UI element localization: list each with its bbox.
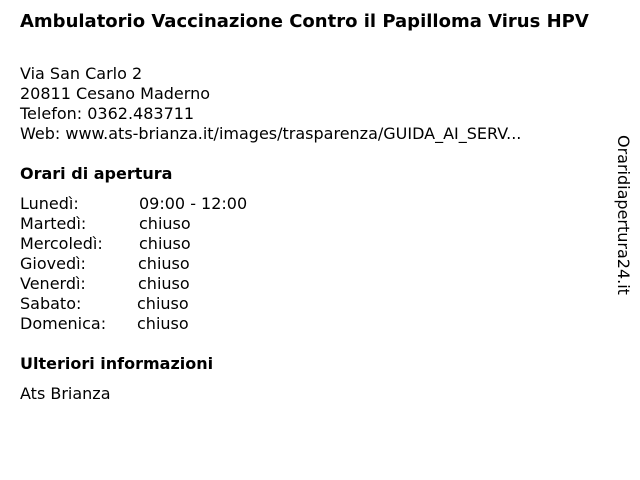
more-info-heading: Ulteriori informazioni: [20, 354, 214, 373]
website-link[interactable]: Web: www.ats-brianza.it/images/trasparenza/GUIDA_AI_SERV...: [20, 124, 522, 143]
city-address: 20811 Cesano Maderno: [20, 84, 210, 103]
day-label: Lunedì:: [20, 194, 79, 213]
opening-hours-heading: Orari di apertura: [20, 164, 173, 183]
day-label: Domenica:: [20, 314, 107, 333]
more-info-text: Ats Brianza: [20, 384, 111, 403]
day-label: Giovedì:: [20, 254, 86, 273]
hours-value: 09:00 - 12:00: [139, 194, 248, 213]
address-block: [20, 64, 600, 144]
day-label: Venerdì:: [20, 274, 86, 293]
hours-value: chiuso: [138, 254, 190, 273]
hours-value: chiuso: [139, 214, 191, 233]
phone-number: Telefon: 0362.483711: [20, 104, 195, 123]
day-label: Sabato:: [20, 294, 82, 313]
hours-value: chiuso: [138, 274, 190, 293]
site-watermark: Oraridiapertura24.it: [614, 135, 633, 295]
hours-value: chiuso: [137, 294, 189, 313]
hours-value: chiuso: [137, 314, 189, 333]
day-label: Martedì:: [20, 214, 87, 233]
hours-value: chiuso: [139, 234, 191, 253]
day-label: Mercoledì:: [20, 234, 103, 253]
street-address: Via San Carlo 2: [20, 64, 143, 83]
page-title: Ambulatorio Vaccinazione Contro il Papilloma Virus HPV: [20, 11, 589, 32]
